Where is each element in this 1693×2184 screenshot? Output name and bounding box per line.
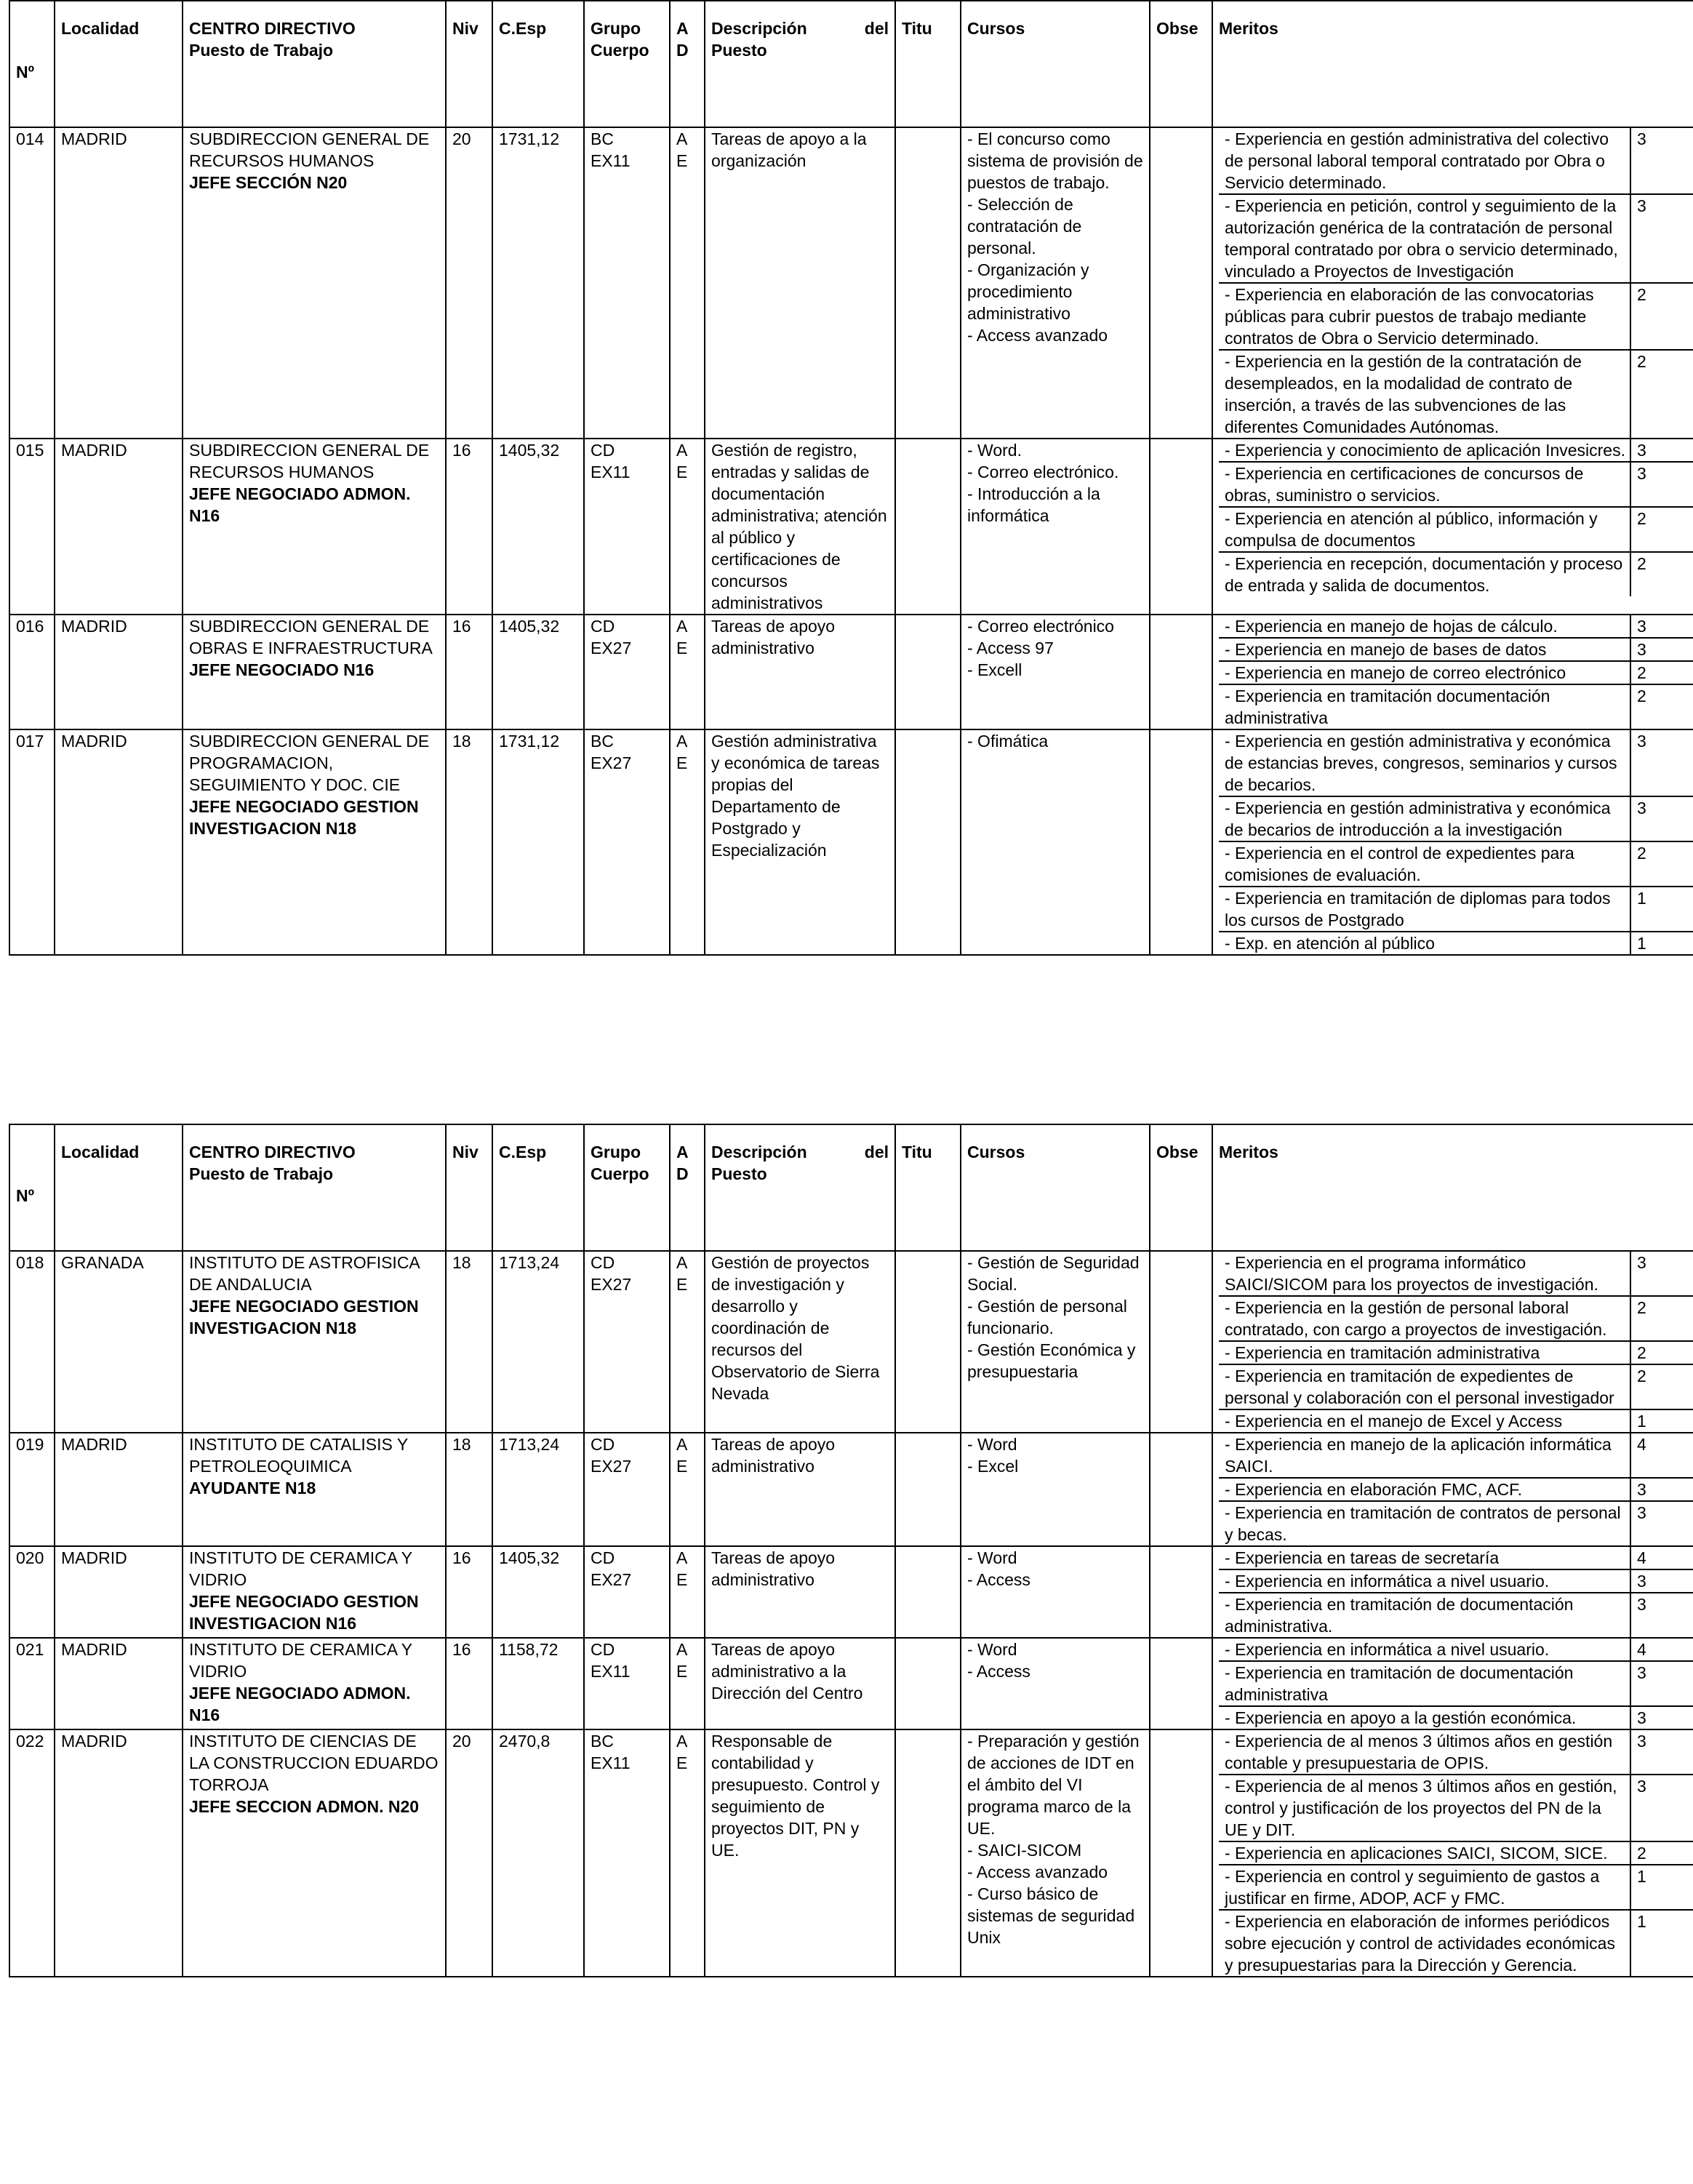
- merito-item: [1219, 887, 1693, 932]
- merito-text: - Exp. en atención al público: [1225, 934, 1435, 953]
- merito-item: [1219, 1501, 1693, 1545]
- table-body: [9, 127, 1693, 955]
- nivel-cell: 16: [446, 439, 492, 615]
- merito-points: 2: [1630, 1341, 1693, 1364]
- centro-directivo: SUBDIRECCION GENERAL DE RECURSOS HUMANOS: [189, 129, 430, 170]
- numero-cell: 022: [9, 1729, 55, 1977]
- header-cursos: Cursos: [961, 1, 1150, 127]
- meritos-cell: [1212, 1433, 1693, 1546]
- header-no: Nº: [9, 1, 55, 127]
- complemento-especifico-cell: 2470,8: [492, 1729, 584, 1977]
- merito-points: 1: [1630, 887, 1693, 932]
- numero-cell: 018: [9, 1251, 55, 1433]
- nivel-cell: 18: [446, 1433, 492, 1546]
- header-titu: Titu: [895, 1124, 961, 1251]
- table-header: [9, 1124, 1693, 1251]
- merito-item: [1219, 552, 1693, 596]
- descripcion-cell: Gestión de proyectos de investigación y desarrollo y coordinación de recursos del Observatorio de Sierra Nevada: [705, 1251, 895, 1433]
- merito-points: 2: [1630, 507, 1693, 552]
- cursos-cell: - El concurso como sistema de provisión de puestos de trabajo. - Selección de contratación de personal. - Organización y procedimiento administrativo - Access avanzado: [961, 127, 1150, 439]
- cursos-cell: - Word. - Correo electrónico. - Introducción a la informática: [961, 439, 1150, 615]
- merito-text: - Experiencia en informática a nivel usuario.: [1219, 1639, 1630, 1661]
- ad-cell: AE: [670, 615, 705, 729]
- titulacion-cell: [895, 1546, 961, 1638]
- merito-text: - Experiencia de al menos 3 últimos años en gestión, control y justificación de los proyectos del PN de la UE y DIT.: [1219, 1775, 1630, 1841]
- merito-points: 3: [1630, 128, 1693, 194]
- header-obse: Obse: [1150, 1, 1212, 127]
- merito-item: [1219, 128, 1693, 194]
- centro-puesto-cell: [183, 439, 446, 615]
- merito-points: 2: [1630, 684, 1693, 729]
- nivel-cell: 20: [446, 127, 492, 439]
- nivel-cell: 16: [446, 1638, 492, 1729]
- merito-points: 2: [1630, 552, 1693, 596]
- merito-text: - Experiencia en elaboración de las convocatorias públicas para cubrir puestos de trabajo mediante contratos de Obra o Servicio determinado.: [1219, 283, 1630, 350]
- merito-text: - Experiencia en recepción, documentación y proceso de entrada y salida de documentos.: [1225, 554, 1623, 595]
- complemento-especifico-cell: 1405,32: [492, 1546, 584, 1638]
- merito-points: 3: [1630, 796, 1693, 841]
- plazas-table-2: [9, 1124, 1693, 1977]
- header-grupo: Grupo Cuerpo: [584, 1124, 670, 1251]
- merito-item: [1219, 661, 1693, 684]
- titulacion-cell: [895, 1638, 961, 1729]
- ad-cell: AE: [670, 127, 705, 439]
- header-descripcion: Descripción del Puesto: [705, 1, 895, 127]
- header-obse: Obse: [1150, 1124, 1212, 1251]
- merito-points: 2: [1630, 1296, 1693, 1341]
- merito-item: [1219, 1706, 1693, 1729]
- grupo-cuerpo-cell: CD EX11: [584, 439, 670, 615]
- numero-cell: 015: [9, 439, 55, 615]
- merito-points: 3: [1630, 439, 1693, 462]
- table-row: [9, 1729, 1693, 1977]
- centro-puesto-cell: [183, 729, 446, 955]
- localidad-cell: MADRID: [55, 1433, 183, 1546]
- titulacion-cell: [895, 127, 961, 439]
- merito-points: 3: [1630, 1569, 1693, 1593]
- meritos-cell: [1212, 1546, 1693, 1638]
- merito-text: - Experiencia en elaboración FMC, ACF.: [1219, 1478, 1630, 1501]
- merito-item: [1219, 796, 1693, 841]
- header-centro: CENTRO DIRECTIVO Puesto de Trabajo: [183, 1124, 446, 1251]
- header-localidad: Localidad: [55, 1124, 183, 1251]
- cursos-cell: - Correo electrónico - Access 97 - Excell: [961, 615, 1150, 729]
- merito-item: [1219, 1341, 1693, 1364]
- descripcion-cell: Gestión administrativa y económica de tareas propias del Departamento de Postgrado y Especialización: [705, 729, 895, 955]
- table-body: [9, 1251, 1693, 1977]
- merito-item: [1219, 1661, 1693, 1706]
- merito-points: 1: [1630, 1910, 1693, 1976]
- merito-text: - Experiencia en tramitación de documentación administrativa.: [1225, 1595, 1574, 1636]
- merito-points: 1: [1630, 1409, 1693, 1432]
- observaciones-cell: [1150, 1638, 1212, 1729]
- merito-points: 3: [1630, 1252, 1693, 1296]
- merito-text: - Experiencia en la gestión de la contratación de desempleados, en la modalidad de contrato de inserción, a través de las subvenciones de las diferentes Comunidades Autónomas.: [1225, 352, 1582, 436]
- merito-item: [1219, 1910, 1693, 1976]
- merito-points: 1: [1630, 1865, 1693, 1910]
- puesto-trabajo: JEFE NEGOCIADO ADMON. N16: [189, 484, 411, 525]
- merito-item: [1219, 1296, 1693, 1341]
- titulacion-cell: [895, 1251, 961, 1433]
- complemento-especifico-cell: 1405,32: [492, 439, 584, 615]
- header-meritos: Meritos: [1212, 1124, 1693, 1251]
- ad-cell: AE: [670, 439, 705, 615]
- cursos-cell: - Word - Access: [961, 1546, 1150, 1638]
- ad-cell: AE: [670, 1433, 705, 1546]
- meritos-cell: [1212, 127, 1693, 439]
- grupo-cuerpo-cell: BC EX27: [584, 729, 670, 955]
- table-row: [9, 1251, 1693, 1433]
- puesto-trabajo: JEFE SECCIÓN N20: [189, 173, 348, 192]
- descripcion-cell: Tareas de apoyo administrativo a la Dirección del Centro: [705, 1638, 895, 1729]
- merito-points: 3: [1630, 615, 1693, 638]
- merito-text: - Experiencia en la gestión de personal laboral contratado, con cargo a proyectos de investigación.: [1219, 1296, 1630, 1341]
- merito-text: - Experiencia en informática a nivel usuario.: [1219, 1569, 1630, 1593]
- puesto-trabajo: JEFE NEGOCIADO GESTION INVESTIGACION N18: [189, 1297, 419, 1337]
- descripcion-cell: Tareas de apoyo administrativo: [705, 1546, 895, 1638]
- descripcion-cell: Responsable de contabilidad y presupuesto. Control y seguimiento de proyectos DIT, PN y UE.: [705, 1729, 895, 1977]
- merito-text: - Experiencia en gestión administrativa del colectivo de personal laboral temporal contratado por Obra o Servicio determinado.: [1219, 128, 1630, 194]
- merito-item: [1219, 1433, 1693, 1478]
- titulacion-cell: [895, 615, 961, 729]
- ad-cell: AE: [670, 1638, 705, 1729]
- centro-directivo: SUBDIRECCION GENERAL DE RECURSOS HUMANOS: [189, 441, 430, 481]
- merito-text: - Experiencia en apoyo a la gestión económica.: [1225, 1708, 1577, 1727]
- grupo-cuerpo-cell: CD EX11: [584, 1638, 670, 1729]
- merito-item: [1219, 615, 1693, 638]
- localidad-cell: MADRID: [55, 615, 183, 729]
- merito-points: 2: [1630, 350, 1693, 438]
- table-header: [9, 1, 1693, 127]
- meritos-cell: [1212, 1729, 1693, 1977]
- merito-text: - Experiencia de al menos 3 últimos años en gestión contable y presupuestaria de OPIS.: [1219, 1730, 1630, 1775]
- merito-text: - Experiencia en tramitación documentación administrativa: [1225, 687, 1550, 727]
- merito-points: 2: [1630, 1364, 1693, 1409]
- descripcion-cell: Tareas de apoyo administrativo: [705, 615, 895, 729]
- header-meritos: Meritos: [1212, 1, 1693, 127]
- table-row: [9, 1433, 1693, 1546]
- table-row: [9, 127, 1693, 439]
- header-niv: Niv: [446, 1124, 492, 1251]
- descripcion-cell: Gestión de registro, entradas y salidas de documentación administrativa; atención al público y certificaciones de concursos administrativos: [705, 439, 895, 615]
- centro-directivo: SUBDIRECCION GENERAL DE OBRAS E INFRAESTRUCTURA: [189, 617, 433, 657]
- observaciones-cell: [1150, 127, 1212, 439]
- nivel-cell: 18: [446, 729, 492, 955]
- merito-text: - Experiencia en tramitación administrativa: [1219, 1341, 1630, 1364]
- merito-text: - Experiencia en tareas de secretaría: [1219, 1547, 1630, 1569]
- merito-points: 3: [1630, 1706, 1693, 1729]
- header-grupo: Grupo Cuerpo: [584, 1, 670, 127]
- table-row: [9, 1638, 1693, 1729]
- meritos-cell: [1212, 439, 1693, 615]
- merito-text: - Experiencia en control y seguimiento de gastos a justificar en firme, ADOP, ACF y FMC.: [1219, 1865, 1630, 1910]
- table-row: [9, 615, 1693, 729]
- meritos-list: [1219, 439, 1693, 596]
- merito-item: [1219, 1593, 1693, 1637]
- header-niv: Niv: [446, 1, 492, 127]
- titulacion-cell: [895, 729, 961, 955]
- header-cesp: C.Esp: [492, 1124, 584, 1251]
- localidad-cell: MADRID: [55, 1729, 183, 1977]
- nivel-cell: 20: [446, 1729, 492, 1977]
- titulacion-cell: [895, 1433, 961, 1546]
- cursos-cell: - Ofimática: [961, 729, 1150, 955]
- merito-text: - Experiencia y conocimiento de aplicación Invesicres.: [1219, 439, 1630, 462]
- merito-item: [1219, 350, 1693, 438]
- grupo-cuerpo-cell: BC EX11: [584, 127, 670, 439]
- header-centro: CENTRO DIRECTIVO Puesto de Trabajo: [183, 1, 446, 127]
- grupo-cuerpo-cell: CD EX27: [584, 1433, 670, 1546]
- observaciones-cell: [1150, 1729, 1212, 1977]
- merito-points: 2: [1630, 661, 1693, 684]
- ad-cell: AE: [670, 1729, 705, 1977]
- descripcion-cell: Tareas de apoyo administrativo: [705, 1433, 895, 1546]
- header-ad: AD: [670, 1124, 705, 1251]
- merito-text: - Experiencia en el programa informático SAICI/SICOM para los proyectos de investigación.: [1219, 1252, 1630, 1296]
- merito-text: - Experiencia en manejo de correo electrónico: [1219, 661, 1630, 684]
- complemento-especifico-cell: 1158,72: [492, 1638, 584, 1729]
- meritos-list: [1219, 1730, 1693, 1976]
- header-descripcion: Descripción del Puesto: [705, 1124, 895, 1251]
- meritos-list: [1219, 1547, 1693, 1637]
- meritos-list: [1219, 615, 1693, 729]
- merito-text: - Experiencia en manejo de bases de datos: [1219, 638, 1630, 661]
- merito-item: [1219, 730, 1693, 796]
- centro-puesto-cell: [183, 1251, 446, 1433]
- merito-item: [1219, 1252, 1693, 1296]
- meritos-cell: [1212, 729, 1693, 955]
- merito-text: - Experiencia en manejo de hojas de cálculo.: [1219, 615, 1630, 638]
- merito-points: 3: [1630, 1501, 1693, 1545]
- merito-item: [1219, 1364, 1693, 1409]
- centro-directivo: INSTITUTO DE CERAMICA Y VIDRIO: [189, 1640, 412, 1681]
- merito-text: - Experiencia en petición, control y seguimiento de la autorización genérica de la contratación de personal temporal contratado por obra o servicio determinado, vinculado a Proyectos de Investigación: [1219, 194, 1630, 283]
- centro-puesto-cell: [183, 1546, 446, 1638]
- merito-item: [1219, 1841, 1693, 1865]
- merito-text: - Experiencia en elaboración de informes periódicos sobre ejecución y control de actividades económicas y presupuestarias para la Dirección y Gerencia.: [1225, 1912, 1615, 1975]
- puesto-trabajo: JEFE NEGOCIADO ADMON. N16: [189, 1684, 411, 1724]
- centro-puesto-cell: [183, 1638, 446, 1729]
- puesto-trabajo: JEFE NEGOCIADO GESTION INVESTIGACION N18: [189, 797, 419, 838]
- merito-points: 3: [1630, 1661, 1693, 1706]
- complemento-especifico-cell: 1731,12: [492, 127, 584, 439]
- merito-text: - Experiencia en tramitación de diplomas para todos los cursos de Postgrado: [1219, 887, 1630, 932]
- merito-points: 3: [1630, 1730, 1693, 1775]
- centro-directivo: INSTITUTO DE CIENCIAS DE LA CONSTRUCCION EDUARDO TORROJA: [189, 1732, 439, 1794]
- merito-item: [1219, 283, 1693, 350]
- header-ad: AD: [670, 1, 705, 127]
- table-row: [9, 729, 1693, 955]
- complemento-especifico-cell: 1731,12: [492, 729, 584, 955]
- merito-item: [1219, 1639, 1693, 1661]
- merito-item: [1219, 684, 1693, 729]
- merito-text: - Experiencia en el control de expedientes para comisiones de evaluación.: [1219, 841, 1630, 887]
- header-cursos: Cursos: [961, 1124, 1150, 1251]
- meritos-cell: [1212, 1251, 1693, 1433]
- centro-directivo: INSTITUTO DE CATALISIS Y PETROLEOQUIMICA: [189, 1435, 408, 1476]
- descripcion-cell: Tareas de apoyo a la organización: [705, 127, 895, 439]
- merito-item: [1219, 1865, 1693, 1910]
- merito-text: - Experiencia en certificaciones de concursos de obras, suministro o servicios.: [1219, 462, 1630, 507]
- merito-points: 3: [1630, 638, 1693, 661]
- grupo-cuerpo-cell: BC EX11: [584, 1729, 670, 1977]
- puesto-trabajo: JEFE NEGOCIADO N16: [189, 660, 375, 679]
- numero-cell: 019: [9, 1433, 55, 1546]
- meritos-list: [1219, 730, 1693, 954]
- merito-points: 3: [1630, 194, 1693, 283]
- merito-text: - Experiencia en manejo de la aplicación informática SAICI.: [1219, 1433, 1630, 1478]
- merito-points: 2: [1630, 841, 1693, 887]
- centro-puesto-cell: [183, 615, 446, 729]
- table-row: [9, 1546, 1693, 1638]
- observaciones-cell: [1150, 615, 1212, 729]
- centro-puesto-cell: [183, 1729, 446, 1977]
- localidad-cell: GRANADA: [55, 1251, 183, 1433]
- titulacion-cell: [895, 439, 961, 615]
- merito-points: 4: [1630, 1547, 1693, 1569]
- localidad-cell: MADRID: [55, 439, 183, 615]
- merito-points: 4: [1630, 1639, 1693, 1661]
- merito-text: - Experiencia en tramitación de contratos de personal y becas.: [1225, 1503, 1621, 1544]
- puesto-trabajo: AYUDANTE N18: [189, 1479, 316, 1497]
- meritos-cell: [1212, 615, 1693, 729]
- merito-text: - Experiencia en atención al público, información y compulsa de documentos: [1219, 507, 1630, 552]
- nivel-cell: 18: [446, 1251, 492, 1433]
- merito-text: - Experiencia en tramitación de documentación administrativa: [1219, 1661, 1630, 1706]
- merito-points: 2: [1630, 283, 1693, 350]
- observaciones-cell: [1150, 1433, 1212, 1546]
- centro-puesto-cell: [183, 1433, 446, 1546]
- merito-item: [1219, 507, 1693, 552]
- merito-text: - Experiencia en aplicaciones SAICI, SICOM, SICE.: [1219, 1841, 1630, 1865]
- merito-text: - Experiencia en el manejo de Excel y Access: [1225, 1412, 1563, 1431]
- merito-points: 4: [1630, 1433, 1693, 1478]
- meritos-list: [1219, 128, 1693, 438]
- centro-directivo: INSTITUTO DE ASTROFISICA DE ANDALUCIA: [189, 1253, 420, 1294]
- merito-text: - Experiencia en gestión administrativa y económica de becarios de introducción a la investigación: [1219, 796, 1630, 841]
- merito-points: 3: [1630, 462, 1693, 507]
- meritos-list: [1219, 1433, 1693, 1545]
- merito-item: [1219, 462, 1693, 507]
- numero-cell: 020: [9, 1546, 55, 1638]
- merito-points: 3: [1630, 730, 1693, 796]
- puesto-trabajo: JEFE SECCION ADMON. N20: [189, 1797, 420, 1816]
- merito-item: [1219, 439, 1693, 462]
- header-no: Nº: [9, 1124, 55, 1251]
- grupo-cuerpo-cell: CD EX27: [584, 615, 670, 729]
- titulacion-cell: [895, 1729, 961, 1977]
- merito-points: 3: [1630, 1593, 1693, 1637]
- nivel-cell: 16: [446, 615, 492, 729]
- merito-item: [1219, 1775, 1693, 1841]
- numero-cell: 017: [9, 729, 55, 955]
- localidad-cell: MADRID: [55, 729, 183, 955]
- merito-points: 3: [1630, 1775, 1693, 1841]
- numero-cell: 014: [9, 127, 55, 439]
- ad-cell: AE: [670, 729, 705, 955]
- complemento-especifico-cell: 1713,24: [492, 1433, 584, 1546]
- complemento-especifico-cell: 1405,32: [492, 615, 584, 729]
- centro-puesto-cell: [183, 127, 446, 439]
- numero-cell: 021: [9, 1638, 55, 1729]
- merito-item: [1219, 1569, 1693, 1593]
- complemento-especifico-cell: 1713,24: [492, 1251, 584, 1433]
- cursos-cell: - Gestión de Seguridad Social. - Gestión de personal funcionario. - Gestión Económica y presupuestaria: [961, 1251, 1150, 1433]
- observaciones-cell: [1150, 1546, 1212, 1638]
- meritos-list: [1219, 1252, 1693, 1432]
- puesto-trabajo: JEFE NEGOCIADO GESTION INVESTIGACION N16: [189, 1592, 419, 1633]
- grupo-cuerpo-cell: CD EX27: [584, 1251, 670, 1433]
- centro-directivo: INSTITUTO DE CERAMICA Y VIDRIO: [189, 1548, 412, 1589]
- localidad-cell: MADRID: [55, 1546, 183, 1638]
- nivel-cell: 16: [446, 1546, 492, 1638]
- meritos-list: [1219, 1639, 1693, 1729]
- cursos-cell: - Preparación y gestión de acciones de IDT en el ámbito del VI programa marco de la UE. - SAICI-SICOM - Access avanzado - Curso básico de sistemas de seguridad Unix: [961, 1729, 1150, 1977]
- merito-item: [1219, 1478, 1693, 1501]
- numero-cell: 016: [9, 615, 55, 729]
- merito-points: 2: [1630, 1841, 1693, 1865]
- merito-item: [1219, 1547, 1693, 1569]
- merito-item: [1219, 1409, 1693, 1432]
- merito-points: 1: [1630, 932, 1693, 954]
- merito-item: [1219, 1730, 1693, 1775]
- ad-cell: AE: [670, 1251, 705, 1433]
- merito-text: - Experiencia en gestión administrativa y económica de estancias breves, congresos, seminarios y cursos de becarios.: [1219, 730, 1630, 796]
- centro-directivo: SUBDIRECCION GENERAL DE PROGRAMACION, SEGUIMIENTO Y DOC. CIE: [189, 732, 430, 794]
- observaciones-cell: [1150, 1251, 1212, 1433]
- header-titu: Titu: [895, 1, 961, 127]
- localidad-cell: MADRID: [55, 1638, 183, 1729]
- observaciones-cell: [1150, 729, 1212, 955]
- cursos-cell: - Word - Access: [961, 1638, 1150, 1729]
- merito-item: [1219, 194, 1693, 283]
- merito-item: [1219, 638, 1693, 661]
- plazas-table-1: [9, 0, 1693, 956]
- cursos-cell: - Word - Excel: [961, 1433, 1150, 1546]
- localidad-cell: MADRID: [55, 127, 183, 439]
- header-localidad: Localidad: [55, 1, 183, 127]
- grupo-cuerpo-cell: CD EX27: [584, 1546, 670, 1638]
- merito-text: - Experiencia en tramitación de expedientes de personal y colaboración con el personal investigador: [1219, 1364, 1630, 1409]
- table-row: [9, 439, 1693, 615]
- merito-points: 3: [1630, 1478, 1693, 1501]
- merito-item: [1219, 841, 1693, 887]
- observaciones-cell: [1150, 439, 1212, 615]
- ad-cell: AE: [670, 1546, 705, 1638]
- header-cesp: C.Esp: [492, 1, 584, 127]
- merito-item: [1219, 932, 1693, 954]
- meritos-cell: [1212, 1638, 1693, 1729]
